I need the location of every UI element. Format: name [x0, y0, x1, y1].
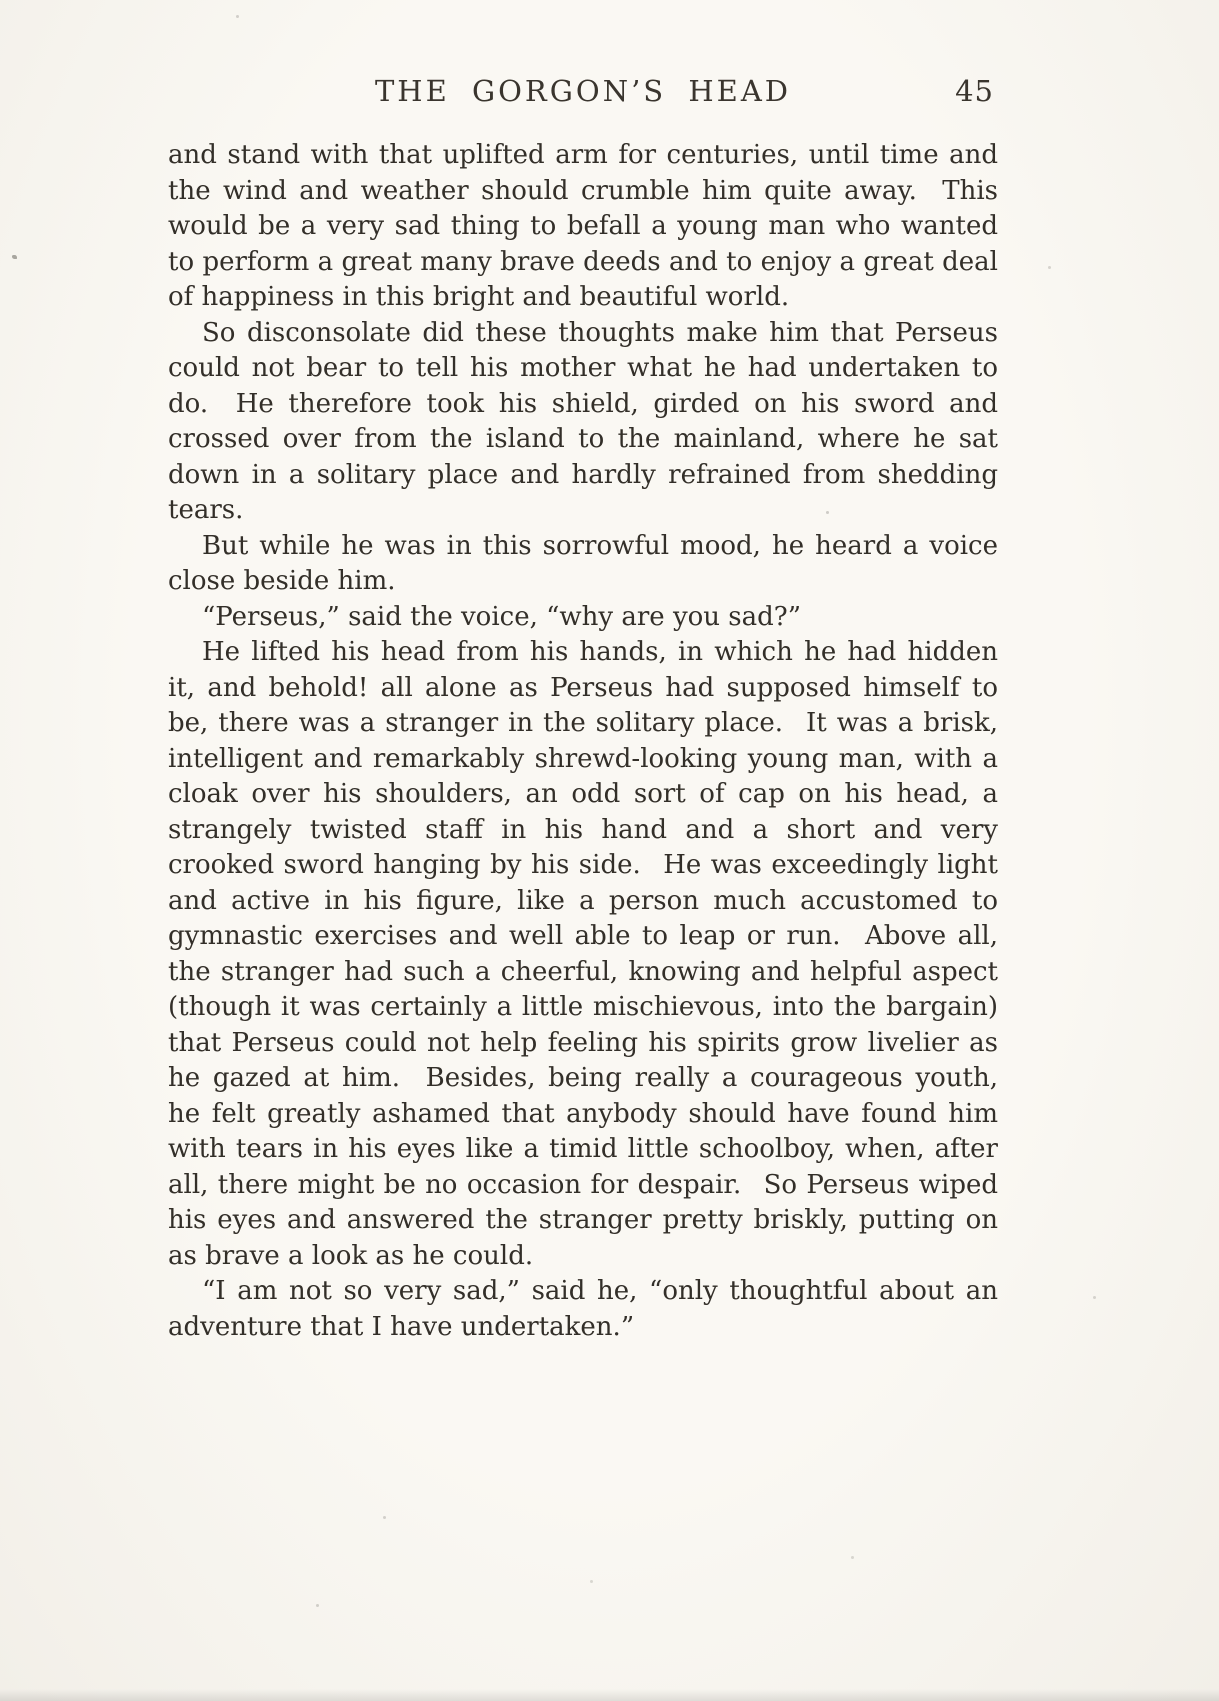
paragraph-dialogue: “Perseus,” said the voice, “why are you sad?” — [202, 601, 802, 632]
paragraph-dialogue: “I am not so very sad,” said he, “only thoughtful about an adventure that I have undertaken.” — [168, 1276, 998, 1342]
scan-speck — [851, 1556, 854, 1559]
paragraph: He lifted his head from his hands, in which he had hidden it, and behold! all alone as Perseus had supposed himself to be, there was a stranger in the solitary place. It was a brisk, intelligent and remarkably shrewd-looking young man, with a cloak over his shoulders, an odd sort of cap on his head, a strangely twisted staff in his hand and a short and very crooked sword hanging by his side. He was exceedingly light and active in his figure, like a person much accustomed to gymnastic exercises and well able to leap or run. Above all, the stranger had such a cheerful, knowing and helpful aspect (though it was certainly a little mischievous, into the bargain) that Perseus could not help feeling his spirits grow livelier as he gazed at him. Besides, being really a courageous youth, he felt greatly ashamed that anybody should have found him with tears in his eyes like a timid little schoolboy, when, after all, there might be no occasion for despair. So Perseus wiped his eyes and answered the stranger pretty briskly, putting on as brave a look as he could. — [168, 637, 998, 1271]
scan-speck — [236, 15, 239, 18]
paragraph-continuation: and stand with that uplifted arm for centuries, until time and the wind and weather should crumble him quite away. This would be a very sad thing to befall a young man who wanted to perform a great many brave deeds and to enjoy a great deal of happiness in this bright and beautiful world. — [168, 140, 998, 312]
page-header — [168, 74, 998, 108]
scan-speck — [1048, 266, 1051, 269]
running-head-title: THE GORGON’S HEAD — [374, 74, 792, 108]
scan-speck — [1093, 1296, 1096, 1299]
paragraph: But while he was in this sorrowful mood, he heard a voice close beside him. — [168, 530, 998, 596]
text-block — [168, 138, 998, 1345]
scan-speck — [12, 255, 17, 259]
page-number: 45 — [955, 74, 994, 108]
scan-speck — [590, 1580, 593, 1583]
paragraph: So disconsolate did these thoughts make him that Perseus could not bear to tell his mother what he had undertaken to do. He therefore took his shield, girded on his sword and crossed over from the island to the mainland, where he sat down in a solitary place and hardly refrained from shedding tears. — [168, 317, 998, 525]
scan-speck — [383, 1516, 386, 1519]
scan-speck — [316, 1604, 319, 1607]
